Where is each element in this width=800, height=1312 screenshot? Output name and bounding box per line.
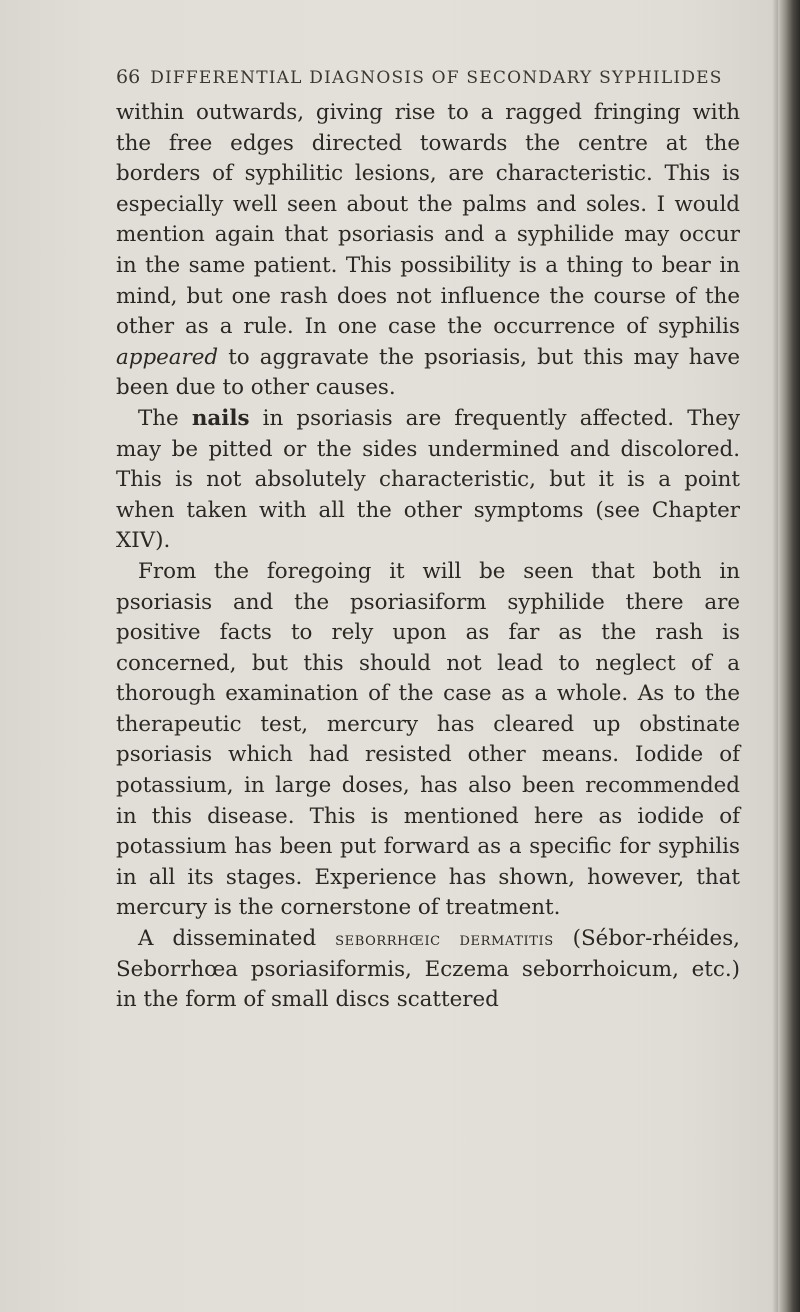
running-title: DIFFERENTIAL DIAGNOSIS OF SECONDARY SYPHILIDES [150, 68, 723, 88]
running-header [116, 66, 736, 88]
term-nails: nails [191, 405, 250, 431]
book-binding-edge [778, 0, 800, 1312]
page-number: 66 [116, 66, 141, 88]
paragraph-4 [116, 924, 740, 1016]
paragraph-4-text-a: A disseminated [138, 926, 336, 952]
emphasis-appeared: appeared [116, 344, 219, 370]
paragraph-2-text-a: The [138, 405, 192, 431]
paragraph-1-text-a: within outwards, giving rise to a ragged fringing with the free edges directed towards the centre at the borders of syphilitic lesions, are characteristic. This is especially well seen about the palms and soles. I would mention again that psoriasis and a syphilide may occur in the same patient. This possibility is a thing to bear in mind, but one rash does not influence the course of the other as a rule. In one case the occurrence of syphilis [116, 100, 740, 340]
body-text [116, 98, 740, 1016]
paragraph-1-text-b: to aggravate the psoriasis, but this may have been due to other causes. [116, 344, 740, 401]
paragraph-4-text-b: (Sébor-rhéides, Seborrhœa psoriasiformis, Eczema seborrhoicum, etc.) in the form of small discs scattered [116, 926, 740, 1013]
paragraph-1 [116, 98, 740, 404]
paragraph-2 [116, 404, 740, 557]
term-seborrhoeic-dermatitis: seborrhœic dermatitis [335, 928, 554, 951]
paragraph-2-text-b: in psoriasis are frequently affected. They may be pitted or the sides undermined and discolored. This is not absolutely characteristic, but it is a point when taken with all the other symptoms (see Chapter XIV). [116, 405, 740, 554]
paragraph-3: From the foregoing it will be seen that both in psoriasis and the psoriasiform syphilide there are positive facts to rely upon as far as the rash is concerned, but this should not lead to neglect of a thorough examination of the case as a whole. As to the therapeutic test, mercury has cleared up obstinate psoriasis which had resisted other means. Iodide of potassium, in large doses, has also been recommended in this disease. This is mentioned here as iodide of potassium has been put forward as a specific for syphilis in all its stages. Experience has shown, however, that mercury is the cornerstone of treatment. [116, 558, 740, 921]
